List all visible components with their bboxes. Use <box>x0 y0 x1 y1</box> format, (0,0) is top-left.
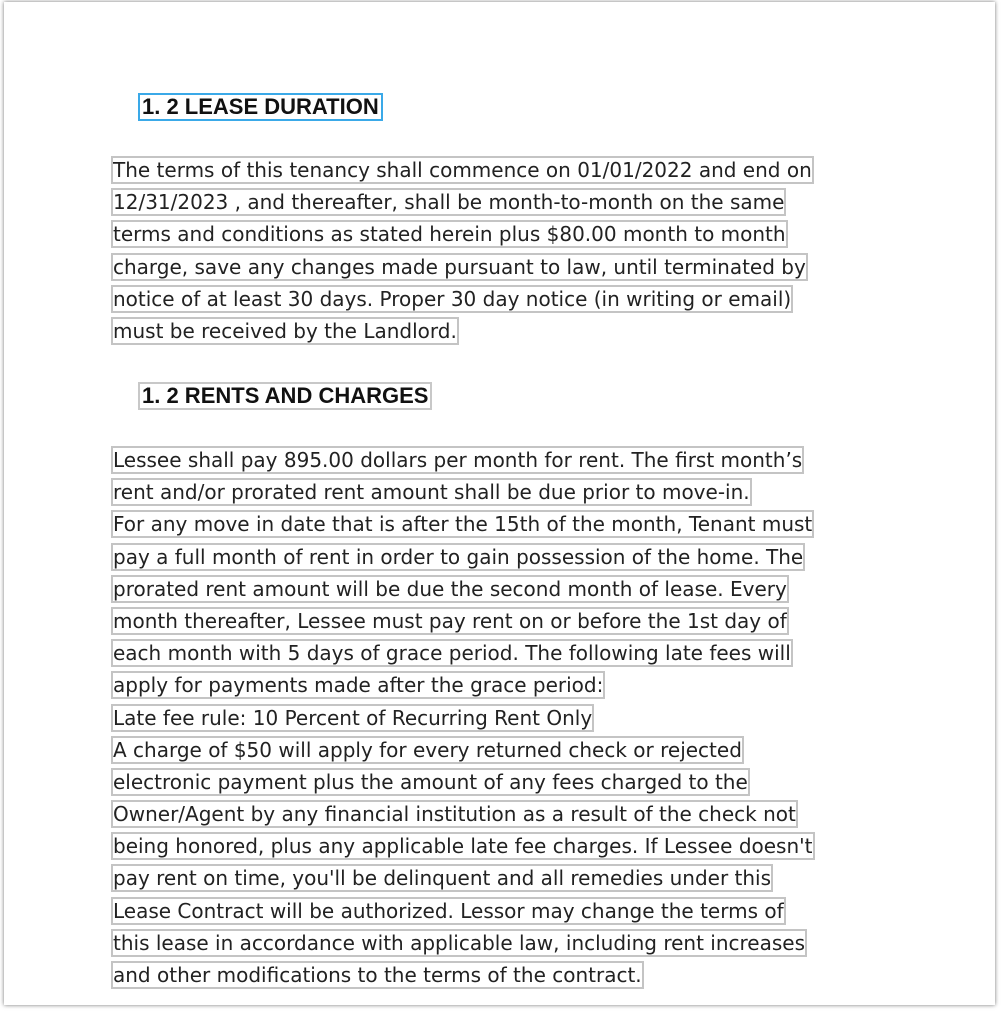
text-line[interactable]: charge, save any changes made pursuant to law, until terminated by <box>113 254 806 279</box>
text-line[interactable]: The terms of this tenancy shall commence on 01/01/2022 and end on <box>113 158 812 182</box>
text-line[interactable]: must be received by the Landlord. <box>113 318 457 343</box>
text-line[interactable]: pay a full month of rent in order to gain possession of the home. The <box>113 544 804 569</box>
text-line[interactable]: Owner/Agent by any financial institution as a result of the check not <box>113 802 796 827</box>
document-page <box>4 2 995 1005</box>
text-line[interactable]: and other modifications to the terms of the contract. <box>113 963 642 987</box>
text-line[interactable]: Lease Contract will be authorized. Lessor may change the terms of <box>113 898 784 923</box>
text-line[interactable]: pay rent on time, you'll be delinquent and all remedies under this <box>113 866 772 891</box>
text-line[interactable]: month thereafter, Lessee must pay rent on or before the 1st day of <box>113 608 787 633</box>
paragraph-rents-and-charges <box>112 447 814 994</box>
text-line[interactable]: electronic payment plus the amount of any fees charged to the <box>113 769 748 794</box>
section-heading-rents-and-charges[interactable]: 1. 2 RENTS AND CHARGES <box>142 383 429 408</box>
text-line[interactable]: this lease in accordance with applicable law, including rent increases <box>113 930 806 955</box>
text-line[interactable]: 12/31/2023 , and thereafter, shall be month-to-month on the same <box>113 190 785 215</box>
text-line[interactable]: each month with 5 days of grace period. The following late fees will <box>113 641 791 666</box>
text-line[interactable]: A charge of $50 will apply for every returned check or rejected <box>113 737 742 762</box>
text-line[interactable]: For any move in date that is after the 15th of the month, Tenant must <box>113 512 813 537</box>
text-line[interactable]: Lessee shall pay 895.00 dollars per month for rent. The first month’s <box>113 448 803 472</box>
text-line[interactable]: rent and/or prorated rent amount shall be due prior to move-in. <box>113 480 750 505</box>
text-line[interactable]: notice of at least 30 days. Proper 30 day notice (in writing or email) <box>113 286 792 311</box>
text-line[interactable]: Late fee rule: 10 Percent of Recurring Rent Only <box>113 705 593 730</box>
paragraph-lease-duration <box>112 157 813 350</box>
text-line[interactable]: apply for payments made after the grace period: <box>113 673 604 698</box>
text-line[interactable]: terms and conditions as stated herein plus $80.00 month to month <box>113 222 786 247</box>
text-line[interactable]: being honored, plus any applicable late fee charges. If Lessee doesn't <box>113 834 813 859</box>
section-heading-lease-duration[interactable]: 1. 2 LEASE DURATION <box>142 94 379 119</box>
text-line[interactable]: prorated rent amount will be due the second month of lease. Every <box>113 576 787 601</box>
